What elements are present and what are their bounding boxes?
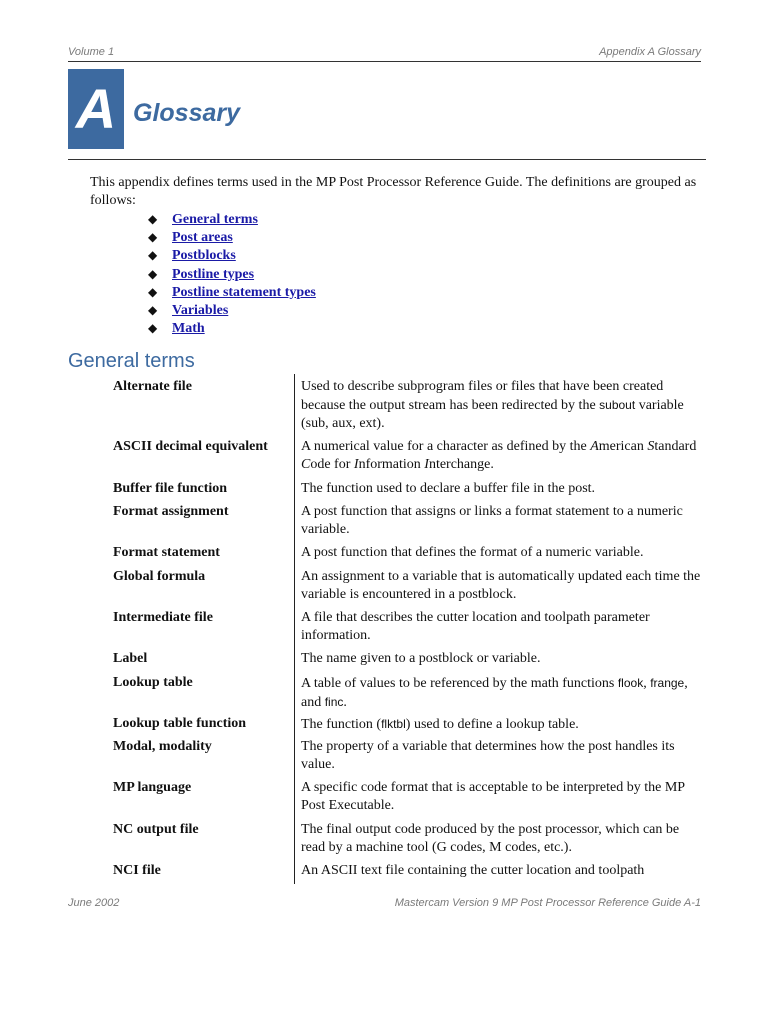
glossary-term: Format statement [113,545,220,560]
definition-text: A table of values to be referenced by the math functions [301,676,618,691]
chapter-letter-box [68,69,124,149]
glossary-term: Label [113,651,148,666]
glossary-definition: A post function that assigns or links a format statement to a numeric variable. [301,504,683,537]
header-volume: Volume 1 [68,46,115,58]
diamond-bullet-icon: ◆ [148,248,158,263]
link-postblocks[interactable]: Postblocks [172,248,236,264]
link-general-terms[interactable]: General terms [172,212,258,227]
definition-text: variable (sub, aux, ext). [301,398,684,431]
link-item [148,228,316,246]
chapter-letter: A [75,77,117,140]
title-rule [68,159,706,160]
table-divider [294,374,295,884]
link-item [148,246,316,264]
definition-text: nterchange. [428,457,494,472]
diamond-bullet-icon: ◆ [148,321,158,336]
link-item [148,210,316,228]
footer-title-page: Mastercam Version 9 MP Post Processor Reference Guide A-1 [394,897,701,909]
definition-text: tandard [654,439,697,454]
link-math[interactable]: Math [172,321,205,337]
code-term: subout [599,398,636,412]
definition-text: The function ( [301,717,382,732]
definition-text: merican [598,439,648,454]
glossary-term: Lookup table function [113,716,247,731]
glossary-definition [301,438,701,474]
link-post-areas[interactable]: Post areas [172,230,233,246]
link-item [148,301,316,319]
glossary-definition [301,715,701,734]
glossary-definition: An ASCII text file containing the cutter location and toolpath [301,863,645,878]
glossary-term: ASCII decimal equivalent [113,439,268,454]
glossary-term: Global formula [113,569,206,584]
definition-text: C [301,457,311,472]
glossary-term: NCI file [113,863,161,878]
section-link-list [148,210,316,337]
glossary-term: Buffer file function [113,481,228,496]
glossary-term: Intermediate file [113,610,213,625]
definition-text: . [343,695,347,710]
diamond-bullet-icon: ◆ [148,230,158,245]
definition-text: ) used to define a lookup table. [405,717,579,732]
definition-text: S [647,439,655,454]
glossary-term: Format assignment [113,504,229,519]
footer-date: June 2002 [68,897,120,909]
header-rule [68,61,701,62]
glossary-definition: The function used to declare a buffer file in the post. [301,481,596,496]
code-term: flktbl [381,717,406,731]
definition-text: Used to describe subprogram files or files that have been created because the output stream has been redirected by the [301,379,664,413]
glossary-term: NC output file [113,822,199,837]
link-postline-types[interactable]: Postline types [172,266,255,282]
definition-text: ode for [310,457,354,472]
running-footer [68,897,701,912]
definition-text: A numerical value for a character as defined by the [301,439,591,454]
diamond-bullet-icon: ◆ [148,284,158,299]
glossary-definition [301,674,701,712]
chapter-title: Glossary [133,99,241,127]
code-term: frange [650,676,685,690]
glossary-definition: A post function that defines the format of a numeric variable. [301,545,644,560]
definition-text: nformation [358,457,425,472]
link-item [148,265,316,283]
glossary-definition [301,378,701,433]
diamond-bullet-icon: ◆ [148,212,158,226]
link-variables[interactable]: Variables [172,302,229,318]
glossary-definition: A file that describes the cutter location and toolpath parameter information. [301,610,650,643]
glossary-term: Modal, modality [113,739,212,754]
header-section: Appendix A Glossary [599,46,701,58]
glossary-definition: The final output code produced by the post processor, which can be read by a machine tool (G codes, M codes, etc.). [301,822,680,855]
definition-text: , [643,676,651,691]
glossary-term: Alternate file [113,379,192,394]
link-item [148,283,316,301]
glossary-term: Lookup table [113,675,193,690]
code-term: finc [324,695,344,709]
running-header [68,46,701,61]
link-postline-statement-types[interactable]: Postline statement types [172,284,316,300]
link-item [148,319,316,337]
glossary-definition: The property of a variable that determines how the post handles its value. [301,739,675,772]
section-heading: General terms [68,350,195,372]
glossary-definition: The name given to a postblock or variable. [301,651,541,666]
glossary-definition: An assignment to a variable that is automatically updated each time the variable is encountered in a postblock. [301,569,701,602]
glossary-term: MP language [113,780,192,795]
diamond-bullet-icon: ◆ [148,266,158,281]
diamond-bullet-icon: ◆ [148,302,158,317]
code-term: flook [617,676,644,690]
definition-text: I [424,457,429,472]
intro-paragraph: This appendix defines terms used in the MP Post Processor Reference Guide. The definitions are grouped as follows: [90,175,697,208]
definition-text: I [353,457,359,472]
definition-text: A [590,439,599,454]
glossary-definition: A specific code format that is acceptable to be interpreted by the MP Post Executable. [301,780,685,813]
definition-text: , and [301,676,688,710]
